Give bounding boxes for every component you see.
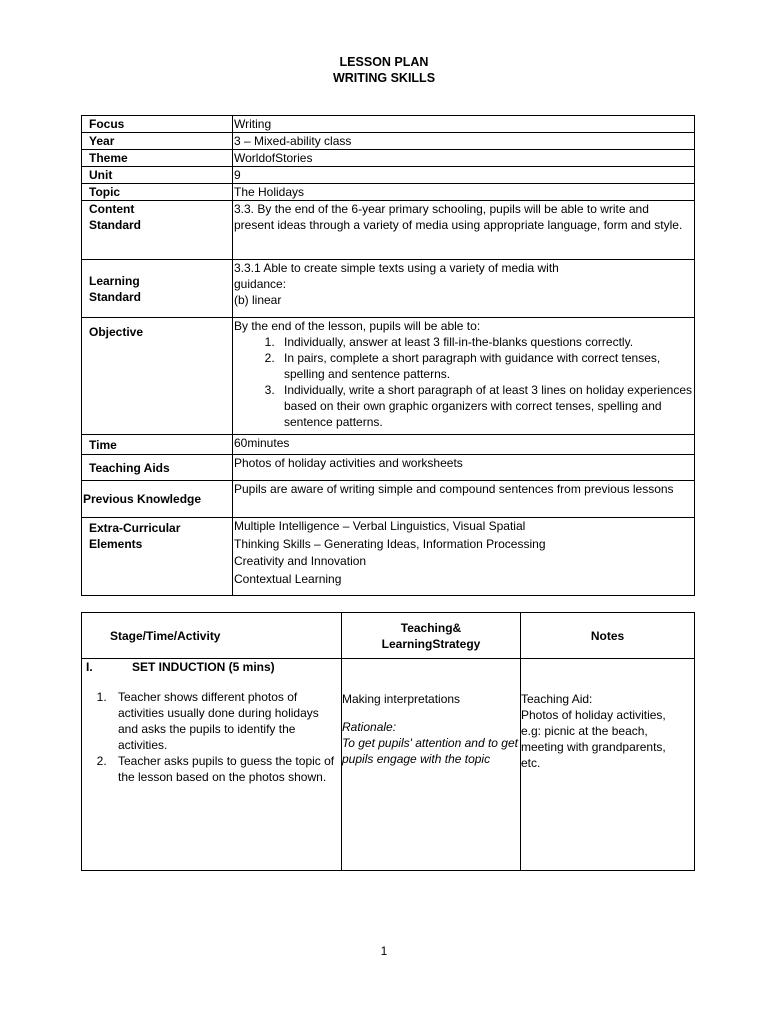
theme-label: Theme [82,150,233,167]
learning-standard-value [233,260,695,318]
strategy-cell [342,659,521,871]
page-number: 1 [380,944,388,958]
rationale-label: Rationale: [342,720,397,734]
objective-item: 1. Individually, answer at least 3 fill-in-the-blanks questions correctly. [278,334,692,350]
stage-cell [82,659,342,871]
unit-label: Unit [82,167,233,184]
content-label-line-2: Standard [89,218,142,232]
extra-curricular-label [82,518,233,596]
lesson-info-table [81,115,695,596]
extra-label-line-1: Extra-Curricular [89,521,181,535]
year-value: 3 – Mixed-ability class [233,133,695,150]
strategy-text: Making interpretations [342,692,461,706]
stage-number: I. [86,660,93,674]
time-value: 60minutes [233,435,695,455]
topic-label: Topic [82,184,233,201]
learning-value-line-2: guidance: [234,277,287,291]
extra-item: Thinking Skills – Generating Ideas, Information Processing [234,536,546,551]
col-stage-header: Stage/Time/Activity [82,613,342,659]
focus-label: Focus [82,116,233,133]
activity-item: 1. Teacher shows different photos of activities usually done during holidays and asks the pupils to identify the activities. [110,689,341,753]
teaching-aids-label: Teaching Aids [82,455,233,481]
learning-label-line-2: Standard [89,289,142,304]
col-strategy-line-2: LearningStrategy [381,636,481,651]
content-standard-value: 3.3. By the end of the 6-year primary schooling, pupils will be able to write and present ideas through a variety of media using appropriate language, form and style. [233,201,695,260]
lesson-plan-table [81,612,695,871]
objective-list [234,334,692,430]
extra-item: Creativity and Innovation [234,554,367,568]
previous-knowledge-value: Pupils are aware of writing simple and compound sentences from previous lessons [233,481,695,518]
notes-line: meeting with grandparents, [521,740,666,754]
document-title: LESSON PLAN [339,55,429,69]
teaching-aids-value: Photos of holiday activities and worksheets [233,455,695,481]
notes-line: Photos of holiday activities, [521,708,666,722]
theme-value: WorldofStories [233,150,695,167]
extra-curricular-value [233,518,695,596]
topic-value: The Holidays [233,184,695,201]
extra-item: Multiple Intelligence – Verbal Linguistics, Visual Spatial [234,519,526,533]
activity-item: 2. Teacher asks pupils to guess the topic of the lesson based on the photos shown. [110,753,341,785]
rationale-text: To get pupils' attention and to get pupils engage with the topic [342,736,518,766]
notes-line: Teaching Aid: [521,692,593,706]
objective-label: Objective [82,318,233,435]
previous-knowledge-label: Previous Knowledge [82,481,233,518]
year-label: Year [82,133,233,150]
activity-list [82,689,341,785]
extra-item: Contextual Learning [234,571,342,586]
learning-standard-label [82,260,233,318]
learning-value-line-3: (b) linear [234,293,282,307]
content-label-line-1: Content [89,202,135,216]
focus-value: Writing [233,116,695,133]
notes-line: etc. [521,756,541,770]
col-strategy-line-1: Teaching& [400,620,462,635]
learning-label-line-1: Learning [89,273,140,288]
objective-item: 2. In pairs, complete a short paragraph with guidance with correct tenses, spelling and sentence patterns. [278,350,692,382]
unit-value: 9 [233,167,695,184]
stage-heading [82,659,341,675]
extra-label-line-2: Elements [89,537,143,551]
col-notes-header: Notes [521,613,695,659]
col-strategy-header [342,613,521,659]
objective-value [233,318,695,435]
content-standard-label [82,201,233,260]
objective-item: 3. Individually, write a short paragraph of at least 3 lines on holiday experiences based on their own graphic organizers with correct tenses, spelling and sentence patterns. [278,382,692,430]
objective-intro: By the end of the lesson, pupils will be able to: [234,319,481,333]
document-subtitle: WRITING SKILLS [332,71,436,85]
notes-line: e.g: picnic at the beach, [521,724,648,738]
time-label: Time [82,435,233,455]
stage-title: SET INDUCTION (5 mins) [132,660,275,674]
learning-value-line-1: 3.3.1 Able to create simple texts using a variety of media with [234,261,559,275]
notes-cell [521,659,695,871]
